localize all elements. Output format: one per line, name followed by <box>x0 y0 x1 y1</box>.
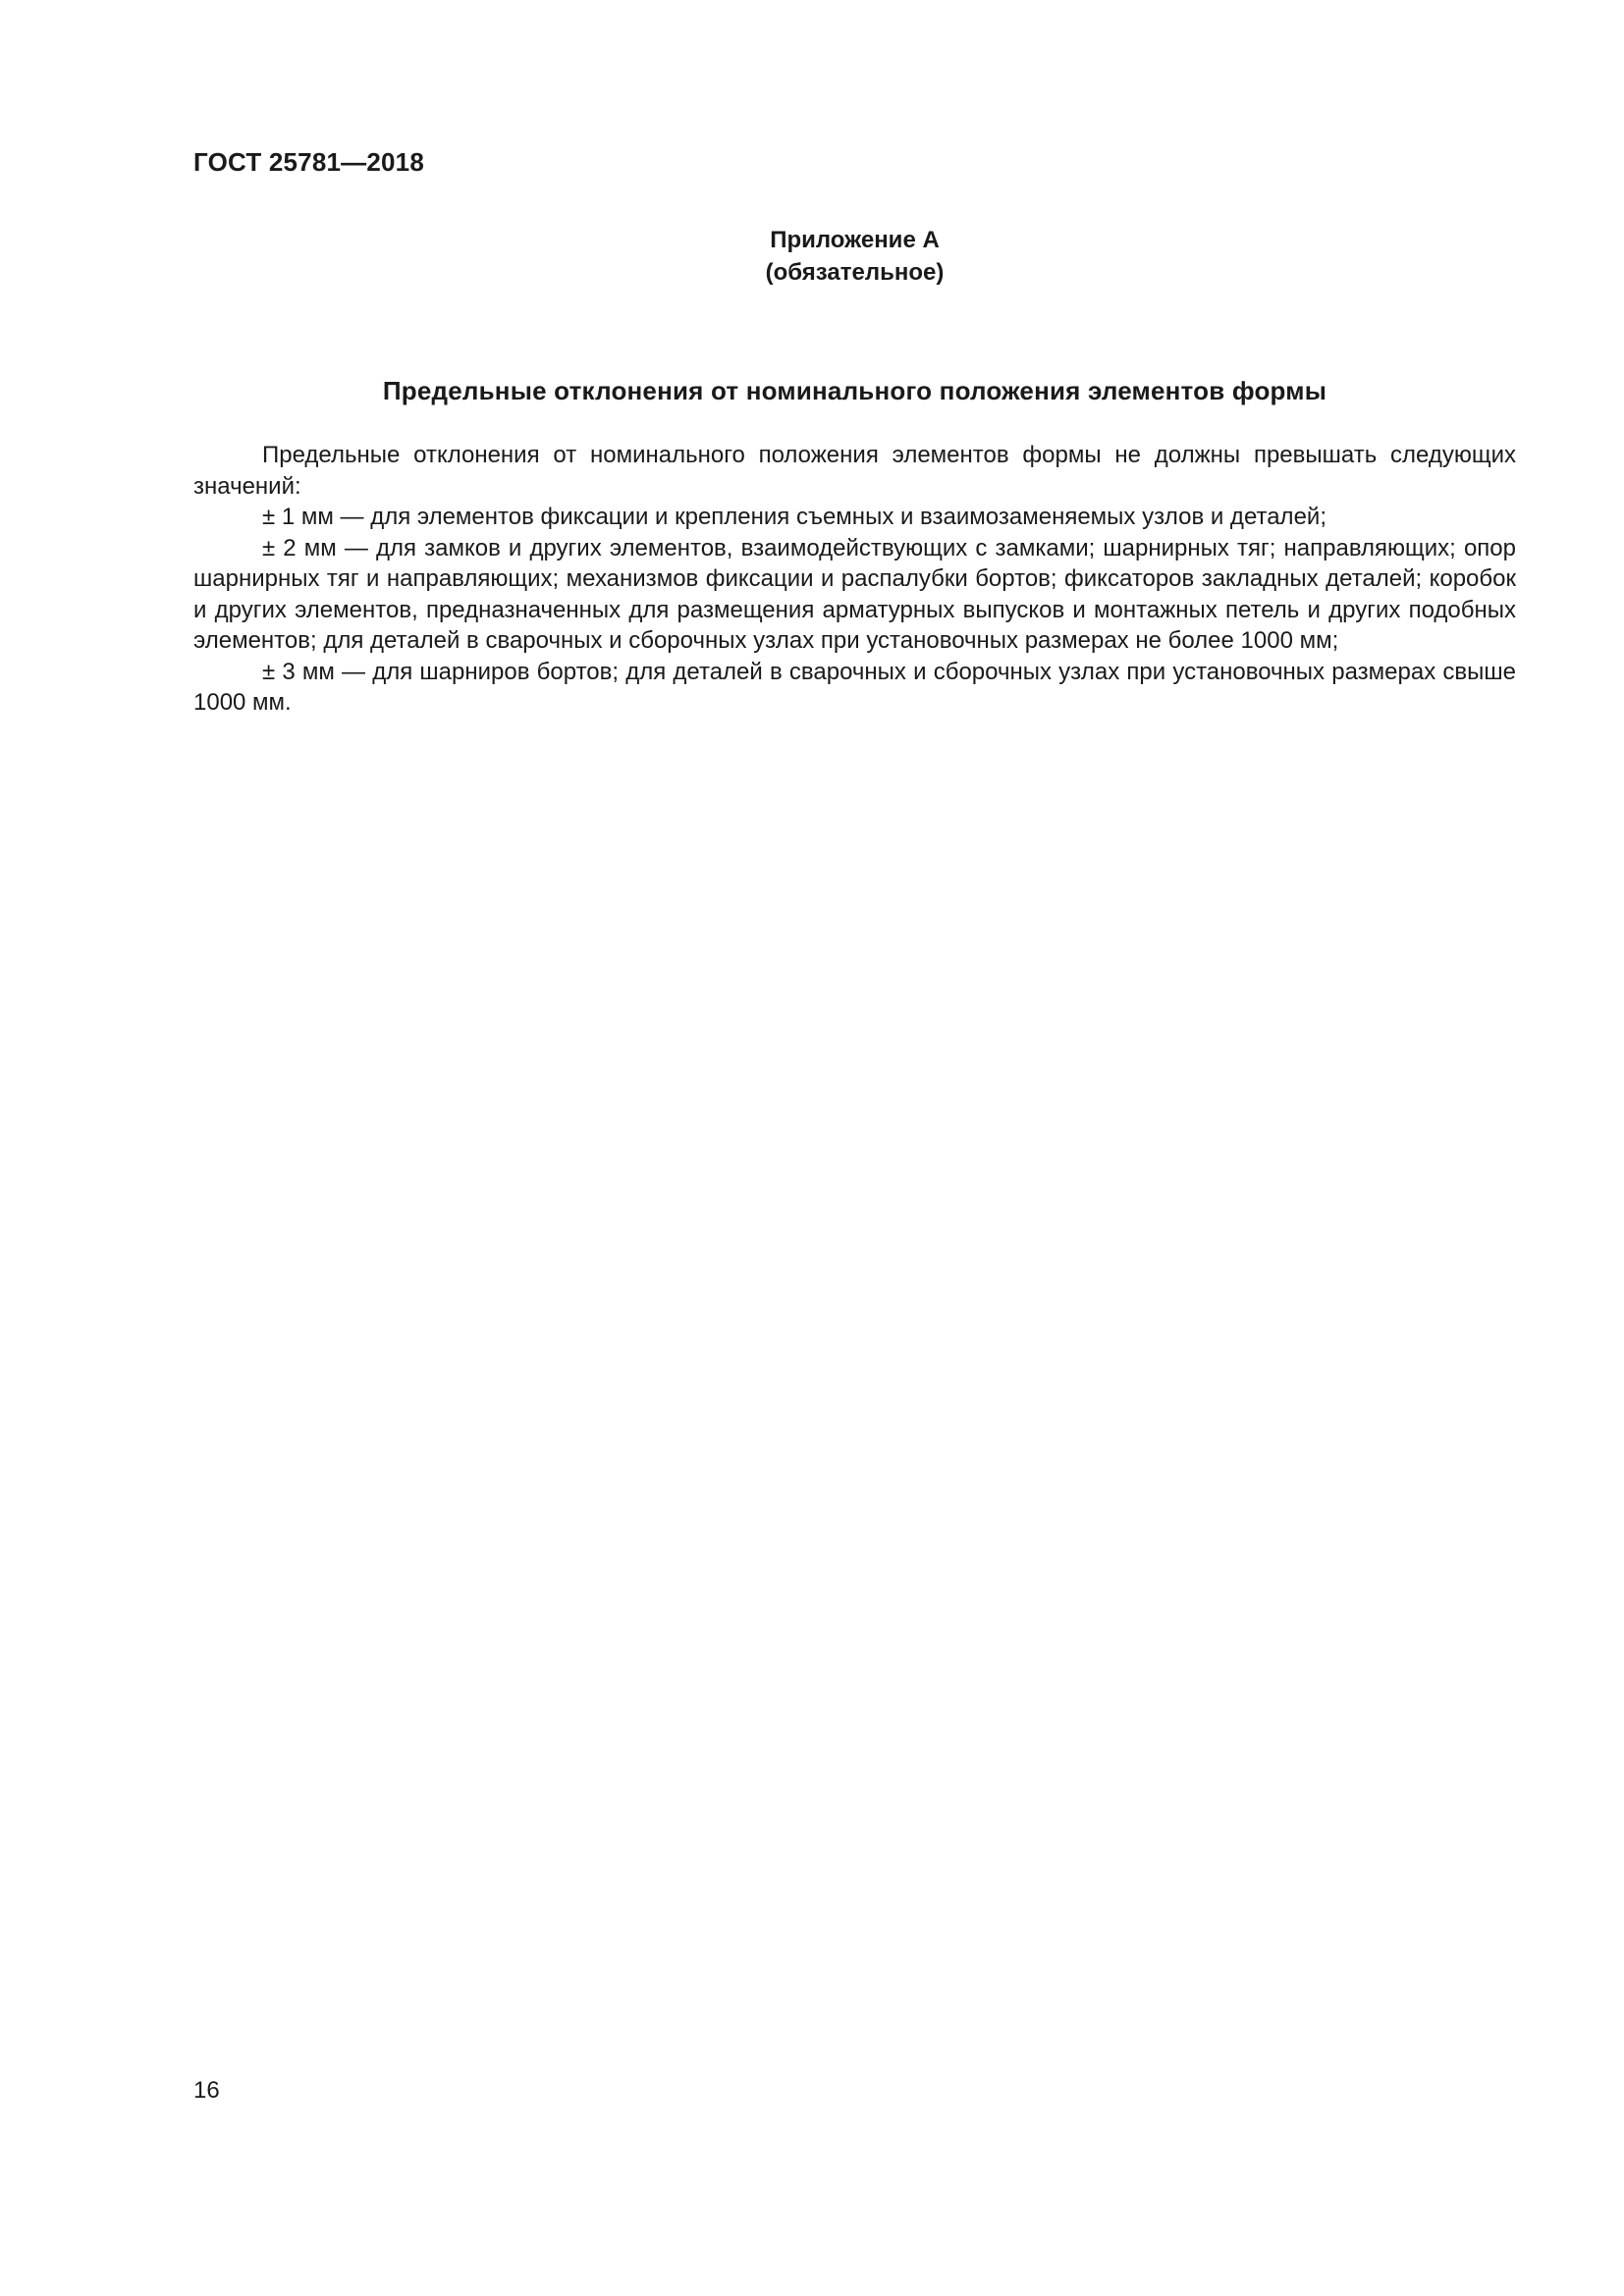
appendix-heading <box>193 224 1516 289</box>
paragraph-intro: Предельные отклонения от номинального положения элементов формы не должны превышать следующих значений: <box>193 442 1516 500</box>
paragraph-tolerance-2mm: ± 2 мм — для замков и других элементов, взаимодействующих с замками; шарнирных тяг; направляющих; опор шарнирных тяг и направляющих; механизмов фиксации и распалубки бортов; фиксаторов закладных деталей; коробок и других элементов, предназначенных для размещения арматурных выпусков и монтажных петель и других подобных элементов; для деталей в сварочных и сборочных узлах при установочных размерах не более 1000 мм; <box>193 534 1516 654</box>
section-title: Предельные отклонения от номинального положения элементов формы <box>382 376 1327 405</box>
body-text <box>193 440 1516 719</box>
paragraph-tolerance-1mm: ± 1 мм — для элементов фиксации и крепления съемных и взаимозаменяемых узлов и деталей; <box>262 504 1326 530</box>
appendix-status: (обязательное) <box>765 259 945 286</box>
document-standard-code: ГОСТ 25781—2018 <box>193 147 424 177</box>
appendix-title: Приложение А <box>770 227 940 253</box>
paragraph-tolerance-3mm: ± 3 мм — для шарниров бортов; для деталей в сварочных и сборочных узлах при установочных размерах свыше 1000 мм. <box>193 658 1516 716</box>
page-number: 16 <box>193 2077 220 2104</box>
